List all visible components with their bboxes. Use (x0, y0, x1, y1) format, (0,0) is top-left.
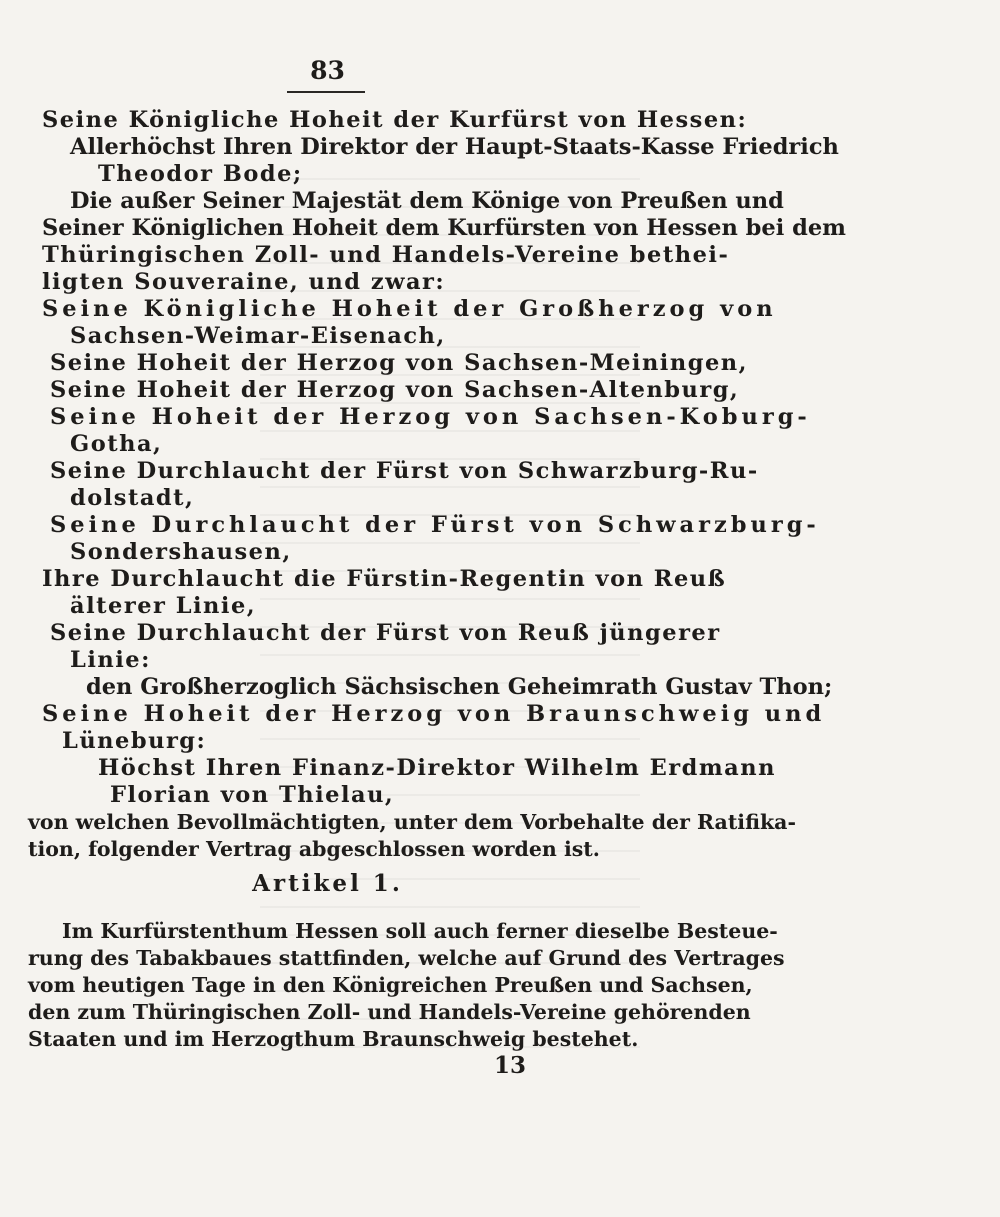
page-number-rule (287, 91, 365, 93)
article-line: vom heutigen Tage in den Königreichen Preußen und Sachsen, (28, 973, 753, 997)
text-line: Seine Durchlaucht der Fürst von Schwarzburg-Ru- (50, 458, 759, 484)
article-line: den zum Thüringischen Zoll- und Handels-Vereine gehörenden (28, 1000, 751, 1024)
text-line: Seine Hoheit der Herzog von Sachsen-Altenburg, (50, 377, 740, 403)
text-line: Höchst Ihren Finanz-Direktor Wilhelm Erdmann (98, 755, 776, 781)
text-line: Gotha, (70, 431, 163, 457)
text-line: Seine Hoheit der Herzog von Braunschweig und (42, 701, 826, 727)
text-line: Theodor Bode; (98, 161, 303, 187)
article-line: Staaten und im Herzogthum Braunschweig bestehet. (28, 1027, 639, 1051)
text-line: ligten Souveraine, und zwar: (42, 269, 446, 295)
text-line: Seine Königliche Hoheit der Kurfürst von Hessen: (42, 107, 748, 133)
signature-mark: 13 (494, 1052, 527, 1079)
article-line: rung des Tabakbaues stattfinden, welche auf Grund des Vertrages (28, 946, 785, 970)
text-line: den Großherzoglich Sächsischen Geheimrath Gustav Thon; (86, 674, 833, 700)
text-line: Linie: (70, 647, 151, 673)
text-line: Ihre Durchlaucht die Fürstin-Regentin von Reuß (42, 566, 727, 592)
article-line: Im Kurfürstenthum Hessen soll auch ferner dieselbe Besteue- (62, 919, 778, 943)
text-line: Allerhöchst Ihren Direktor der Haupt-Staats-Kasse Friedrich (70, 134, 839, 160)
text-line: älterer Linie, (70, 593, 257, 619)
text-line: Thüringischen Zoll- und Handels-Vereine bethei- (42, 242, 730, 268)
page-number: 83 (310, 56, 345, 85)
text-line: Die außer Seiner Majestät dem Könige von Preußen und (70, 188, 784, 214)
article-heading: Artikel 1. (252, 870, 403, 897)
text-line: Sachsen-Weimar-Eisenach, (70, 323, 446, 349)
text-line: Florian von Thielau, (110, 782, 395, 808)
text-line: Seine Königliche Hoheit der Großherzog von (42, 296, 777, 322)
text-line: dolstadt, (70, 485, 195, 511)
text-line: tion, folgender Vertrag abgeschlossen worden ist. (28, 837, 600, 861)
text-line: Seiner Königlichen Hoheit dem Kurfürsten von Hessen bei dem (42, 215, 846, 241)
text-line: von welchen Bevollmächtigten, unter dem Vorbehalte der Ratifika- (28, 810, 796, 834)
text-line: Seine Durchlaucht der Fürst von Reuß jüngerer (50, 620, 721, 646)
text-line: Seine Hoheit der Herzog von Sachsen-Koburg- (50, 404, 811, 430)
text-line: Seine Durchlaucht der Fürst von Schwarzburg- (50, 512, 820, 538)
text-line: Seine Hoheit der Herzog von Sachsen-Meiningen, (50, 350, 748, 376)
text-line: Lüneburg: (62, 728, 207, 754)
text-line: Sondershausen, (70, 539, 292, 565)
